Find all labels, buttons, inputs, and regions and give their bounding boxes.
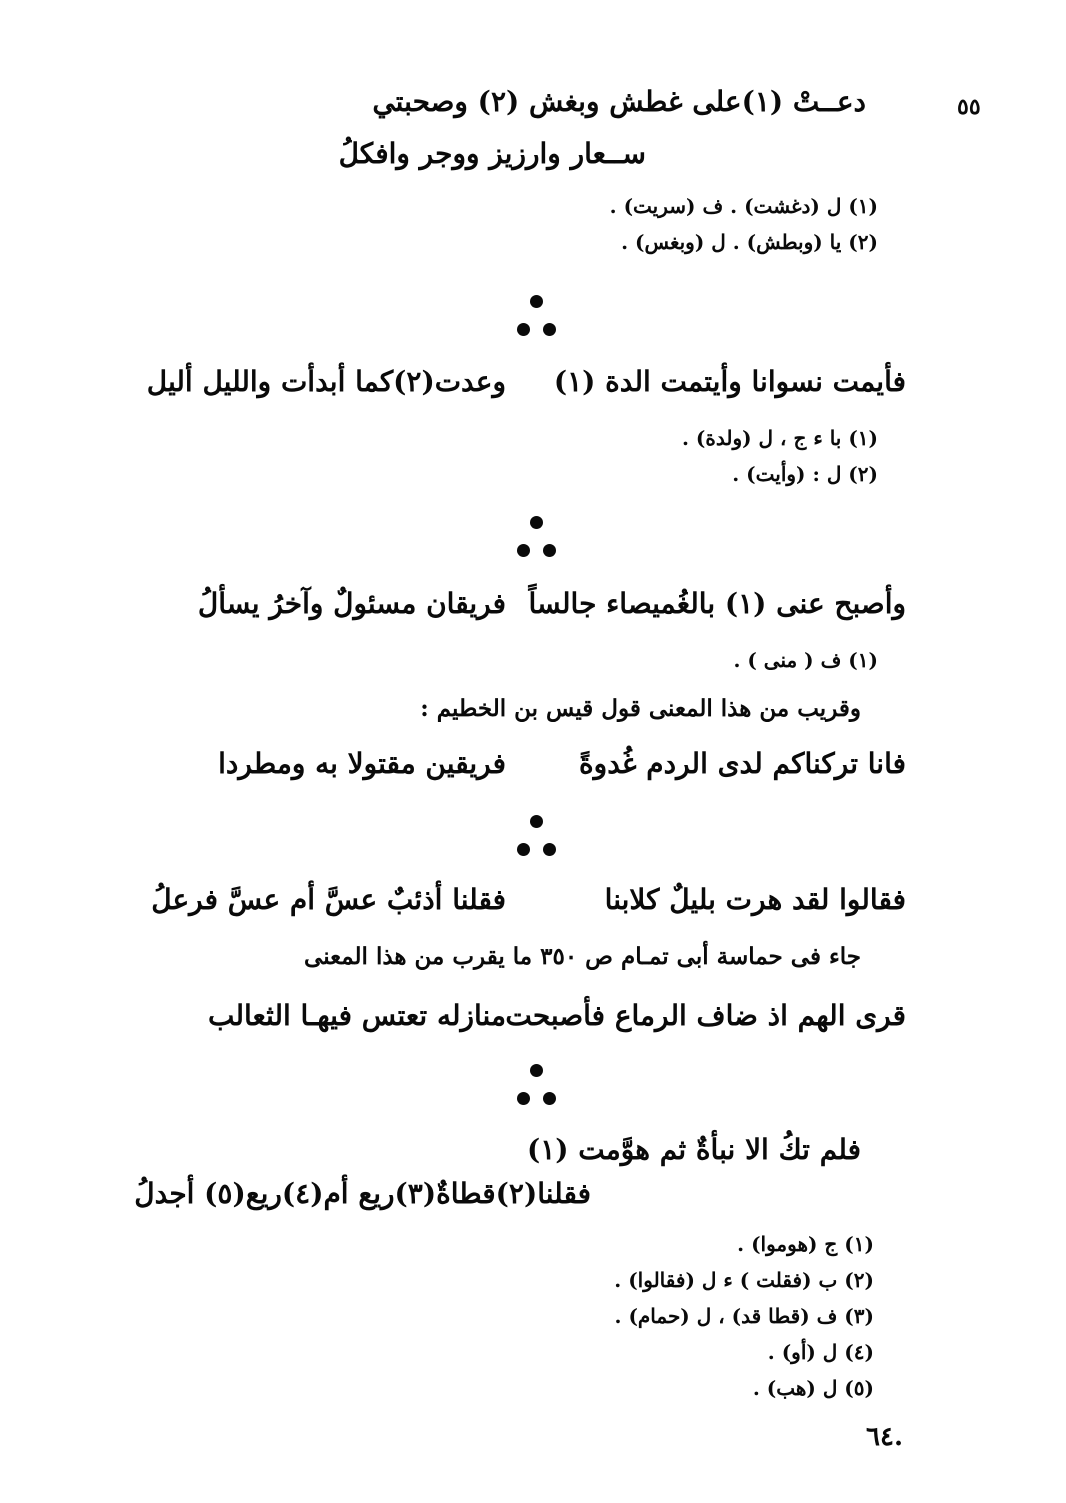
section-divider [517, 295, 557, 341]
verse-2-second-hemistich: وعدت(٢)كما أبدأت والليل أليل [146, 365, 506, 398]
footnote-5-4: (٤) ل (أو) . [767, 1340, 874, 1364]
footnote-2-2: (٢) ل : (وأيت) . [732, 462, 878, 486]
commentary-qays: وقريب من هذا المعنى قول قيس بن الخطيم : [420, 695, 861, 722]
verse-1-second-hemistich: ســعار وارزيز ووجر وافكلُ [338, 137, 646, 170]
divider-dot [543, 544, 556, 557]
divider-dot [543, 323, 556, 336]
page-footer-number: ٦٤. [866, 1422, 903, 1452]
quote-qays-first-hemistich: فانا تركناكم لدى الردم غُدوةً [579, 747, 906, 780]
verse-4-first-hemistich: فقالوا لقد هرت بليلٌ كلابنا [604, 883, 906, 916]
footnote-3-1: (١) ف ( منى ) . [733, 648, 878, 672]
footnote-1-1: (١) ل (دغشت) . ف (سريت) . [609, 194, 878, 218]
footnote-5-1: (١) ج (هوموا) . [737, 1232, 874, 1256]
footnote-5-3: (٣) ف (قطا قد) ، ل (حمام) . [614, 1304, 874, 1328]
divider-dot [543, 1092, 556, 1105]
footnote-5-2: (٢) ب (فقلت ) ء ل (فقالوا) . [614, 1268, 874, 1292]
verse-4-second-hemistich: فقلنا أذئبٌ عسَّ أم عسَّ فرعلُ [151, 883, 506, 916]
divider-dot [517, 843, 530, 856]
footnote-5-5: (٥) ل (هب) . [752, 1376, 874, 1400]
divider-dot [530, 516, 543, 529]
divider-dot [517, 544, 530, 557]
verse-3-first-hemistich: وأصبح عنى (١) بالغُميصاء جالساً [528, 587, 906, 620]
verse-3-second-hemistich: فريقان مسئولٌ وآخرُ يسألُ [197, 587, 506, 620]
divider-dot [517, 1092, 530, 1105]
section-divider [517, 815, 557, 861]
verse-5-first-hemistich: فلم تكُ الا نبأةٌ ثم هوَّمت (١) [526, 1133, 861, 1166]
commentary-hamasa: جاء فى حماسة أبى تمـام ص ٣٥٠ ما يقرب من هذا المعنى [304, 943, 861, 970]
divider-dot [543, 843, 556, 856]
section-divider [517, 1064, 557, 1110]
quote-hamasa-second-hemistich: منازله تعتس فيهـا الثعالب [207, 999, 506, 1032]
verse-1-first-hemistich: دعــتْ (١)على غطش وبغش (٢) وصحبتي [372, 85, 866, 118]
divider-dot [530, 295, 543, 308]
verse-5-second-hemistich: فقلنا(٢)قطاةٌ(٣)ريع أم(٤)ريع(٥) أجدلُ [134, 1177, 591, 1210]
footnote-1-2: (٢) يا (وبطش) . ل (وبغس) . [621, 230, 878, 254]
divider-dot [517, 323, 530, 336]
section-divider [517, 516, 557, 562]
quote-qays-second-hemistich: فريقين مقتولا به ومطردا [218, 747, 506, 780]
page-header-number: ٥٥ [957, 94, 981, 120]
footnote-2-1: (١) با ء ج ، ل (ولدة) . [682, 426, 878, 450]
divider-dot [530, 815, 543, 828]
quote-hamasa-first-hemistich: قرى الهم اذ ضاف الرماع فأصبحت [505, 999, 906, 1032]
verse-2-first-hemistich: فأيمت نسوانا وأيتمت الدة (١) [553, 365, 906, 398]
divider-dot [530, 1064, 543, 1077]
